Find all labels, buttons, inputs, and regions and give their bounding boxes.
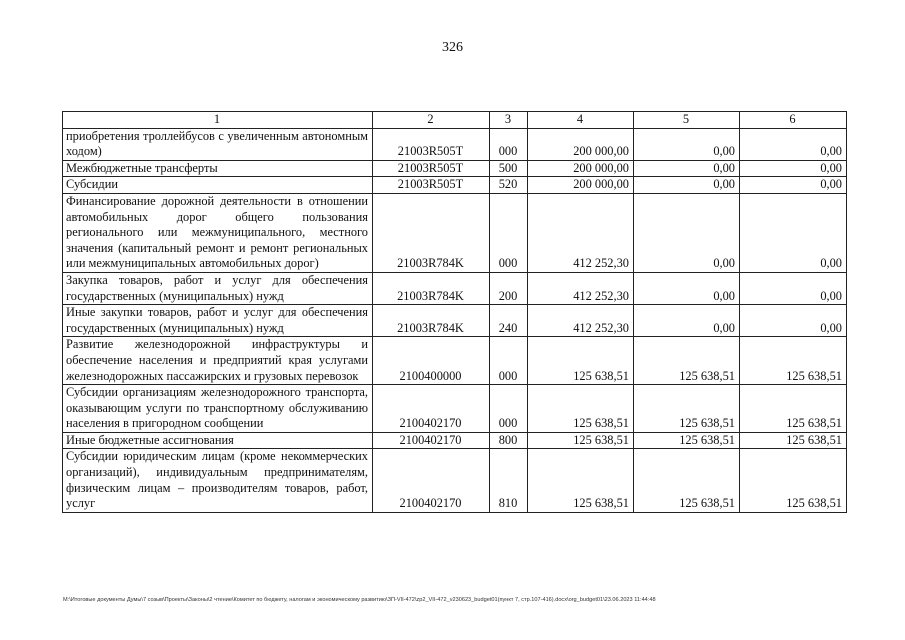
table-row <box>63 432 847 449</box>
row-code: 21003R784K <box>373 272 490 304</box>
row-expense-type: 810 <box>490 449 528 512</box>
table-row <box>63 128 847 160</box>
row-expense-type: 000 <box>490 193 528 272</box>
row-expense-type: 000 <box>490 128 528 160</box>
row-amount-col5: 0,00 <box>634 160 740 177</box>
row-name: Субсидии организациям железнодорожного транспорта, оказывающим услуги по транспортному обслуживанию населения в пригородном сообщении <box>63 385 373 433</box>
row-amount-col4: 200 000,00 <box>528 177 634 194</box>
row-amount-col4: 125 638,51 <box>528 449 634 512</box>
row-code: 21003R505T <box>373 128 490 160</box>
row-amount-col6: 0,00 <box>740 272 847 304</box>
row-name: Иные закупки товаров, работ и услуг для обеспечения государственных (муниципальных) нужд <box>63 305 373 337</box>
table-row <box>63 385 847 433</box>
row-amount-col5: 0,00 <box>634 305 740 337</box>
row-amount-col6: 125 638,51 <box>740 337 847 385</box>
row-amount-col6: 125 638,51 <box>740 449 847 512</box>
table-row <box>63 305 847 337</box>
page-number: 326 <box>442 40 463 55</box>
row-name: Иные бюджетные ассигнования <box>63 432 373 449</box>
row-name: Финансирование дорожной деятельности в отношении автомобильных дорог общего пользования регионального или межмуниципального, местного значения (капитальный ремонт и ремонт региональных или межмуниципальных автомобильных дорог) <box>63 193 373 272</box>
row-amount-col4: 125 638,51 <box>528 432 634 449</box>
row-amount-col5: 0,00 <box>634 272 740 304</box>
header-col-3: 3 <box>490 112 528 129</box>
row-amount-col5: 125 638,51 <box>634 385 740 433</box>
row-amount-col6: 0,00 <box>740 128 847 160</box>
row-amount-col5: 0,00 <box>634 177 740 194</box>
row-name: Субсидии <box>63 177 373 194</box>
row-amount-col4: 200 000,00 <box>528 128 634 160</box>
row-code: 2100402170 <box>373 385 490 433</box>
row-amount-col6: 0,00 <box>740 305 847 337</box>
header-col-6: 6 <box>740 112 847 129</box>
budget-table <box>62 111 847 513</box>
row-code: 2100400000 <box>373 337 490 385</box>
row-expense-type: 240 <box>490 305 528 337</box>
row-name: приобретения троллейбусов с увеличенным автономным ходом) <box>63 128 373 160</box>
row-expense-type: 800 <box>490 432 528 449</box>
row-amount-col6: 0,00 <box>740 177 847 194</box>
row-amount-col5: 125 638,51 <box>634 337 740 385</box>
row-name: Развитие железнодорожной инфраструктуры и обеспечение населения и предприятий края услугами железнодорожных пассажирских и грузовых перевозок <box>63 337 373 385</box>
table-header-row <box>63 112 847 129</box>
row-amount-col6: 0,00 <box>740 160 847 177</box>
row-expense-type: 200 <box>490 272 528 304</box>
row-amount-col5: 125 638,51 <box>634 432 740 449</box>
row-amount-col4: 125 638,51 <box>528 337 634 385</box>
row-name: Межбюджетные трансферты <box>63 160 373 177</box>
row-amount-col5: 0,00 <box>634 128 740 160</box>
row-amount-col6: 125 638,51 <box>740 432 847 449</box>
row-expense-type: 000 <box>490 385 528 433</box>
row-name: Субсидии юридическим лицам (кроме некоммерческих организаций), индивидуальным предпринимателям, физическим лицам – производителям товаров, работ, услуг <box>63 449 373 512</box>
row-amount-col6: 0,00 <box>740 193 847 272</box>
row-amount-col4: 412 252,30 <box>528 193 634 272</box>
row-amount-col4: 125 638,51 <box>528 385 634 433</box>
row-name: Закупка товаров, работ и услуг для обеспечения государственных (муниципальных) нужд <box>63 272 373 304</box>
table-row <box>63 272 847 304</box>
row-code: 21003R505T <box>373 160 490 177</box>
header-col-5: 5 <box>634 112 740 129</box>
header-col-4: 4 <box>528 112 634 129</box>
row-code: 21003R505T <box>373 177 490 194</box>
table-row <box>63 177 847 194</box>
table-row <box>63 337 847 385</box>
table-row <box>63 160 847 177</box>
row-amount-col5: 0,00 <box>634 193 740 272</box>
footer-file-path: М:\Итоговые документы Думы\7 созыв\Проекты\Законы\2 чтение\Комитет по бюджету, налогам и экономическому развитию\ЗП-VII-472\zp2_VII-472_v230623_budget01(пункт 7, стр.107-416).docx\org_budget01\23.06.2023 11:44:48 <box>63 597 656 603</box>
row-code: 2100402170 <box>373 432 490 449</box>
row-amount-col5: 125 638,51 <box>634 449 740 512</box>
table-row <box>63 449 847 512</box>
row-amount-col6: 125 638,51 <box>740 385 847 433</box>
header-col-2: 2 <box>373 112 490 129</box>
header-col-1: 1 <box>63 112 373 129</box>
row-amount-col4: 412 252,30 <box>528 305 634 337</box>
row-amount-col4: 412 252,30 <box>528 272 634 304</box>
table-row <box>63 193 847 272</box>
row-code: 2100402170 <box>373 449 490 512</box>
row-code: 21003R784K <box>373 193 490 272</box>
row-amount-col4: 200 000,00 <box>528 160 634 177</box>
row-expense-type: 500 <box>490 160 528 177</box>
row-expense-type: 000 <box>490 337 528 385</box>
row-expense-type: 520 <box>490 177 528 194</box>
row-code: 21003R784K <box>373 305 490 337</box>
